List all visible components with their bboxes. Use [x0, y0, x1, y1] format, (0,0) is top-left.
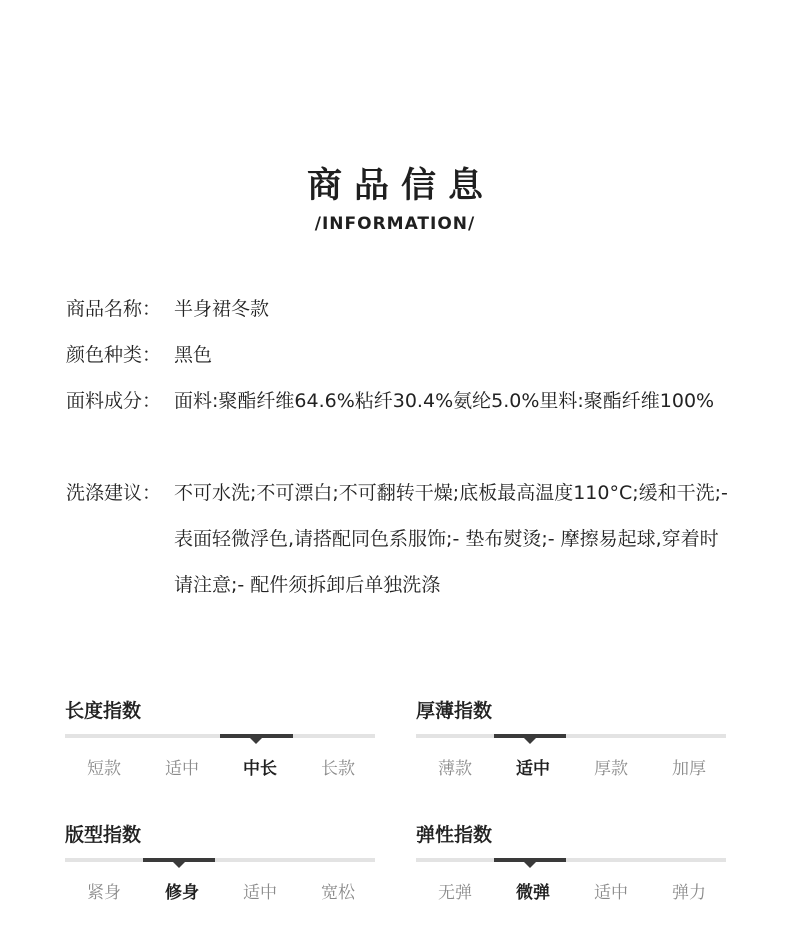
page-title: 商品信息 [306, 166, 495, 206]
index-segment [571, 858, 644, 862]
index-options [65, 754, 375, 780]
index-segment [649, 734, 722, 738]
index-option: 适中 [243, 883, 277, 903]
index-option: 微弹 [516, 883, 550, 903]
index-title: 弹性指数 [416, 824, 493, 846]
index-bar [65, 858, 375, 862]
index-option: 长款 [321, 759, 355, 779]
index-title: 版型指数 [65, 824, 142, 846]
info-value-color: 黑色 [174, 344, 213, 366]
index-segment [220, 734, 293, 738]
index-option: 中长 [243, 759, 277, 779]
index-bar [65, 734, 375, 738]
info-value-wash: 不可水洗;不可漂白;不可翻转干燥;底板最高温度110°C;缓和干洗;- 表面轻微浮色,请搭配同色系服饰;- 垫布熨烫;- 摩擦易起球,穿着时请注意;- 配件须拆卸后单独洗涤 [174, 482, 728, 596]
index-segment [298, 858, 371, 862]
index-option: 加厚 [672, 759, 706, 779]
index-segment [220, 858, 293, 862]
info-label-fabric: 面料成分： [66, 390, 162, 412]
index-segment [649, 858, 722, 862]
index-option: 无弹 [438, 883, 472, 903]
index-option: 弹力 [672, 883, 706, 903]
index-bar [416, 858, 726, 862]
info-value-name: 半身裙冬款 [174, 298, 270, 320]
index-options [416, 878, 726, 904]
index-segment [143, 734, 216, 738]
info-row-color [66, 332, 736, 378]
length-index [65, 696, 375, 806]
info-label-color: 颜色种类： [66, 344, 162, 366]
index-segment [494, 734, 567, 738]
index-segment [298, 734, 371, 738]
index-option: 适中 [165, 759, 199, 779]
index-option: 紧身 [87, 883, 121, 903]
index-segment [571, 734, 644, 738]
info-row-name [66, 286, 736, 332]
info-value-fabric: 面料:聚酯纤维64.6%粘纤30.4%氨纶5.0%里料:聚酯纤维100% [174, 390, 715, 412]
index-title: 长度指数 [65, 700, 142, 722]
index-bar [416, 734, 726, 738]
index-segment [65, 858, 138, 862]
index-option: 厚款 [594, 759, 628, 779]
index-option: 短款 [87, 759, 121, 779]
index-segment [143, 858, 216, 862]
index-options [65, 878, 375, 904]
index-option: 修身 [165, 883, 199, 903]
info-row-wash [66, 470, 736, 608]
index-option: 薄款 [438, 759, 472, 779]
elasticity-index [416, 820, 726, 930]
index-option: 宽松 [321, 883, 355, 903]
index-options [416, 754, 726, 780]
info-label-wash: 洗涤建议： [66, 482, 162, 504]
index-title: 厚薄指数 [416, 700, 493, 722]
info-label-name: 商品名称： [66, 298, 162, 320]
index-segment [65, 734, 138, 738]
index-option: 适中 [516, 759, 550, 779]
index-segment [494, 858, 567, 862]
index-segment [416, 734, 489, 738]
thickness-index [416, 696, 726, 806]
fit-index [65, 820, 375, 930]
index-option: 适中 [594, 883, 628, 903]
info-row-fabric [66, 378, 736, 470]
page-subtitle: /INFORMATION/ [314, 214, 476, 234]
index-segment [416, 858, 489, 862]
